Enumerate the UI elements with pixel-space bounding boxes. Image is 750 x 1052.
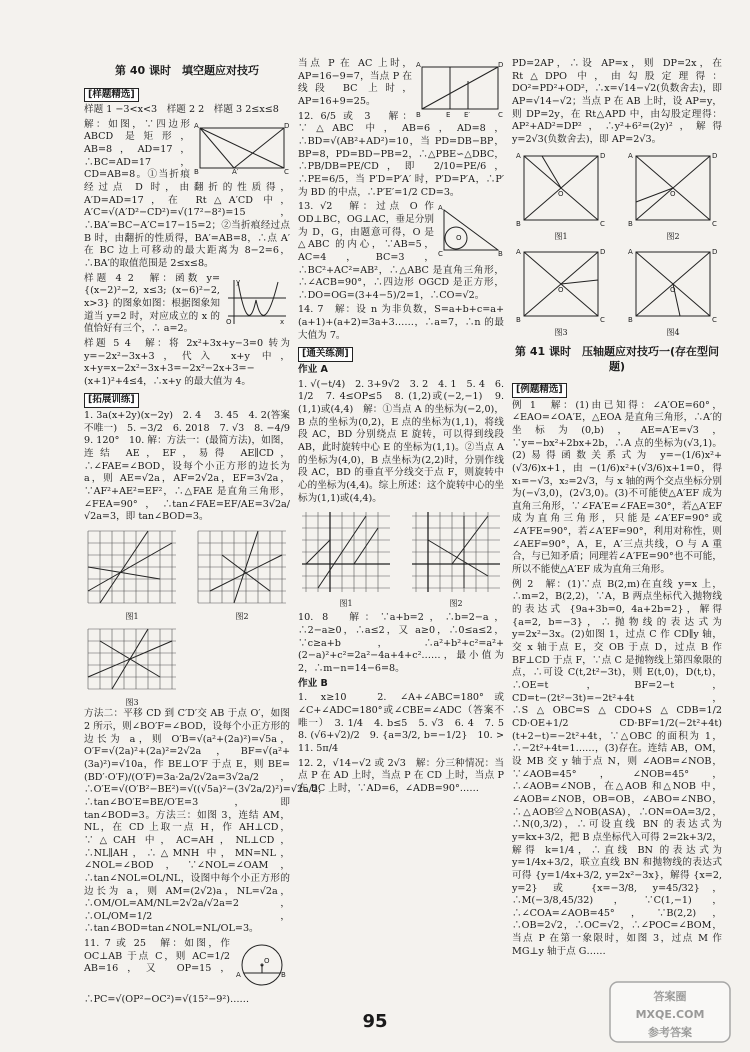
square-figure-3 — [512, 246, 610, 324]
col2-p7: 1. x≥10 2. ∠A+∠ABC=180°或∠C+∠ADC=180°或∠CBE=∠ADC（答案不唯一） 3. 1/4 4. b≤5 5. √3 6. 4 7. 5 8. (√6+√2)/2 9. {a=3/2, b=−1/2} 10. > 11. 5π/4 — [298, 692, 514, 754]
lesson-title-41: 第 41 课时 压轴题应对技巧一(存在型问题) — [515, 345, 719, 373]
incircle-figure — [438, 204, 504, 259]
col2-p3: 13. √2 解：过点 O 作 OD⊥BC，OG⊥AC，垂足分别为 D，G，由题意可得，O 是△ABC 的内心，∵AB=5，AC=4，BC=3，∴BC²+AC²=AB²，∴△ABC 是直角三角形，∴∠ACB=90°，∴四边形 OGCD 是正方形，∴DO=OG=(3+4−5)/2=1，∴CO=√2。 — [298, 201, 504, 301]
extension-10-methods: 方法二：平移 CD 到 C′D′交 AB 于点 O′，如图 2 所示，则∠BO′F=∠BOD，设每个小正方形的边长为 a，则 O′B=√(a²+(2a)²)=√5a，O′F=√(2a)²+(2a)²=2√2a，BF=√(a²+(3a)²)=√10a，作 BE⊥O′F 于点 E，则 BE=(BD′·O′F)/(O′F)=3a·2a/2√2a=3√2a/2，∴O′E=√(O′B²−BE²)=√((√5a)²−(3√2a/2)²)=√2a/2，∴tan∠BO′E=BE/O′E=3，即 tan∠BOD=3。方法三：如图 3，连结 AM，NL，在 CD 上取一点 H，作 AH⊥CD，∵△CAH 中，AC=AH，NL⊥CD，∴NL∥AH，∴△MNH 中，MN=NL，∠NOL=∠BOD，∵∠NOL=∠OAM，∴tan∠NOL=OL/NL，设图中每个小正方形的边长为 a，则 AM=(2√2)a，NL=√2a，∴OM/OL=AM/NL=2√2a/√2a=2，∴OL/OM=1/2，∴tan∠BOD=tan∠NOL=NL/OL=3。 — [84, 708, 328, 935]
example-answers: 样题 1 −3<x<3 样题 2 2 样题 3 2≤x≤8 — [84, 104, 279, 116]
svg-text:O: O — [670, 189, 676, 198]
watermark-logo — [608, 980, 732, 1044]
extension-answers: 1. 3a(x+2y)(x−2y) 2. 4 3. 45 4. 2(答案不唯一) 5. −3/2 6. 2018 7. √3 8. −4/9 9. 120° 10. 解：方法一：(最简方法)，如图，连结 AE，EF，易得 AE∥CD，∴∠FAE=∠BOD，设每个小正方形的边长为 a，则 AE=√2a，AF=2√2a，EF=3√2a，∵AF²+AE²=EF²，∴△FAE 是直角三角形，∠FEA=90°，∴tan∠FAE=EF/AE=3√2a/√2a=3，即 tan∠BOD=3。 — [84, 410, 300, 523]
svg-text:y: y — [236, 277, 241, 286]
svg-text:O: O — [264, 957, 270, 966]
grid-figure-2 — [194, 527, 290, 607]
section-example-2: [例题精选] — [512, 383, 567, 398]
watermark-line2: MXQE.COM — [635, 1008, 705, 1021]
extension-11-solution: 11. 7 或 25 解：如图，作 OC⊥AB 于点 C，则 AC=1/2 AB=16，又 OP=15，∴PC=√(OP²−OC²)=√(15²−9²)…… — [84, 938, 250, 1006]
svg-text:A′: A′ — [232, 167, 239, 176]
watermark-line3: 参考答案 — [648, 1026, 692, 1039]
svg-text:O: O — [456, 234, 462, 243]
caption-fig3: 图3 — [125, 697, 139, 707]
svg-text:A: A — [194, 121, 199, 130]
svg-text:O: O — [226, 317, 232, 326]
svg-text:C: C — [600, 315, 605, 324]
homework-b-title: 作业 B — [298, 677, 328, 689]
svg-text:x: x — [280, 317, 285, 326]
caption-col3-fig2: 图2 — [666, 232, 680, 242]
col3-p1: PD=2AP，∴设 AP=x，则 DP=2x，在 Rt△DPO 中，由勾股定理得：DO²=PD²+OD²，∴x=√14−√2(负数舍去)，即 AP=√14−√2；当点 P 在 AB 上时，设 AP=y，则 DP=2y，在 Rt△APD 中，由勾股定理得：AP²+AD²=DP²，∴y²+6²=(2y)²，解得 y=2√3(负数舍去)，即 AP=2√3。 — [512, 58, 722, 145]
homework-a-title: 作业 A — [298, 363, 328, 375]
function-graph-figure — [224, 276, 290, 328]
col2-p1: 当点 P 在 AC 上时，AP=16−9=7，当点 P 在线段 BC 上时，AP=16+9=25。 — [298, 58, 412, 107]
col2-p2: 12. 6/5 或 3 解：∵△ABC 中，AB=6，AD=8，∴BD=√(AB²+AD²)=10，当 PD=DB−BP，BP=8，PD=BD−PB=2，∴△PBE∽△DBC，∴PB/DB=PE/CD，即 2/10=PE/6，∴PE=6/5，当 P′D=P′A′ 时，P′D=P′A，∴P′为 BD 的中点，∴P′E′=1/2 CD=3。 — [298, 110, 504, 198]
svg-text:D: D — [498, 61, 504, 69]
svg-text:A: A — [438, 204, 443, 213]
coord-figures-row — [298, 508, 504, 609]
square-figures-row-2 — [512, 246, 722, 339]
svg-text:E: E — [446, 111, 451, 119]
rectangle-point-figure — [416, 61, 504, 119]
square-figure-1 — [512, 150, 610, 228]
caption-col2-fig1: 图1 — [339, 598, 353, 608]
svg-text:A: A — [236, 971, 241, 980]
caption-col2-fig2: 图2 — [449, 598, 463, 608]
square-figure-2 — [624, 150, 722, 228]
svg-text:D: D — [600, 247, 606, 256]
watermark-line1: 答案圈 — [653, 990, 687, 1003]
caption-col3-fig4: 图4 — [666, 328, 680, 338]
caption-col3-fig1: 图1 — [554, 232, 568, 242]
svg-text:B: B — [628, 315, 633, 324]
lesson-title-40: 第 40 课时 填空题应对技巧 — [115, 64, 259, 77]
caption-fig2: 图2 — [235, 611, 249, 621]
section-example: [样题精选] — [84, 88, 139, 103]
square-figure-4 — [624, 246, 722, 324]
svg-text:C: C — [600, 219, 605, 228]
grid-figure-3 — [84, 625, 180, 693]
col2-p4: 14. 7 解：设 n 为非负数，S=a+b+c=a+(a+1)+(a+2)=3a+3……，∴a=7，∴n 的最大值为 7。 — [298, 304, 504, 341]
col3-p3: 例 2 解：(1)∵点 B(2,m)在直线 y=x 上，∴m=2，B(2,2)，∵A，B 两点坐标代入抛物线的表达式 {9a+3b=0, 4a+2b=2}，解得 {a=2, b=−3}，∴抛物线的表达式为 y=2x²−3x。(2)如图 1，过点 C 作 CD∥y 轴，交 x 轴于点 E，交 OB 于点 D，过点 B 作 BF⊥CD 于点 F，∵点 C 是抛物线上第四象限的点，∴可设 C(t,2t²−3t)，则 E(t,0)，D(t,t)，∴OE=t，BF=2−t，CD=t−(2t²−3t)=−2t²+4t，∴S△OBC=S△CDO+S△CDB=1/2 CD·OE+1/2 CD·BF=1/2(−2t²+4t)(t+2−t)=−2t²+4t，∵△OBC 的面积为 1，∴−2t²+4t=1……，(3)存在。连结 AB，OM，设 MB 交 y 轴于点 N，则 ∠AOB=∠NOB，∵∠AOB=45°，∠NOB=45°，∴∠AOB=∠NOB，在△AOB 和△NOB 中，∠AOB=∠NOB，OB=OB，∠ABO=∠NBO，∴△AOB≌△NOB(ASA)，∴ON=OA=3/2，∴N(0,3/2)，∴可设直线 BN 的表达式为 y=kx+3/2，把 B 点坐标代入可得 2=2k+3/2，解得 k=1/4，∴直线 BN 的表达式为 y=1/4x+3/2，联立直线 BN 和抛物线的表达式可得 {y=1/4x+3/2, y=2x²−3x}，解得 {x=2, y=2} 或 {x=−3/8, y=45/32}，∴M(−3/8,45/32)，∵C(1,−1)，∴∠COA=∠AOB=45°，∵B(2,2)，∴OB=2√2，∴OC=√2，∴∠POC=∠BOM，当点 P 在第一象限时，如图 3，过点 M 作 MG⊥y 轴于点 G…… — [512, 578, 722, 957]
example-4-solution: 样题 4 2 解：函数 y={(x−2)²−2, x≤3; (x−6)²−2, x>3} 的图象如图：根据图象知道当 y=2 时，对应成立的 x 的值恰好有三个，∴ a=2。 — [84, 272, 220, 335]
grid-figures-row-1 — [84, 527, 290, 622]
coord-figure-2 — [408, 508, 504, 594]
coord-figure-1 — [298, 508, 394, 594]
svg-text:D: D — [284, 121, 290, 130]
svg-text:A: A — [416, 61, 421, 69]
example-1-solution: 解：如图，∵四边形 ABCD 是矩形，AB=8，AD=17，∴BC=AD=17，CD=AB=8。①当折痕经过点 D 时，由翻折的性质得，A′D=AD=17，在 Rt△A′CD 中，A′C=√(A′D²−CD²)=√(17²−8²)=15，∴BA′=BC−A′C=17−15=2；②当折痕经过点 B 时，由翻折的性质得，BA′=AB=8，∴点 A′在 BC 边上可移动的最大距离为 8−2=6，∴BA′的取值范围是 2≤x≤8。 — [84, 118, 290, 269]
svg-text:O: O — [670, 285, 676, 294]
svg-text:O: O — [558, 285, 564, 294]
example-5-solution: 样题 5 4 解：将 2x²+3x+y−3=0 转为 y=−2x²−3x+3，代入 x+y 中，x+y=x−2x²−3x+3=−2x²−2x+3=−(x+1)²+4≤4，∴x+y 的最大值为 4。 — [84, 337, 290, 387]
column-2 — [298, 58, 514, 994]
svg-text:C: C — [712, 219, 717, 228]
svg-text:A: A — [516, 151, 521, 160]
svg-text:O: O — [558, 189, 564, 198]
svg-text:C: C — [438, 250, 443, 259]
svg-text:B: B — [281, 971, 286, 980]
svg-text:B: B — [416, 111, 421, 119]
col2-p5: 1. √(−t/4) 2. 3+9√2 3. 2 4. 1 5. 4 6. 1/2 7. 4≤OP≤5 8. (1,2)或(−2,−1) 9. (1,1)或(4,4) 解：①当点 A 的坐标为(−2,0)，B 点的坐标为(0,2)，E 点的坐标为(1,1)，将线段 AC，BD 分别绕点 E 旋转，可以得到线段 AB，此时旋转中心 E 的坐标为(1,1)。②当点 A 的坐标为(4,0)，B 点坐标为(2,2)时，分别作线段 AC，BD 的垂直平分线交于点 F，则旋转中心的坐标为(4,4)。综上所述：这个旋转中心的坐标为(1,1)或(4,4)。 — [298, 378, 504, 504]
svg-text:B: B — [194, 167, 199, 176]
svg-text:C: C — [284, 167, 289, 176]
svg-text:A: A — [628, 247, 633, 256]
svg-text:B: B — [498, 250, 503, 259]
svg-text:B: B — [516, 315, 521, 324]
column-3 — [512, 58, 722, 994]
circle-chord-figure — [234, 941, 290, 991]
svg-text:B: B — [516, 219, 521, 228]
svg-text:D: D — [712, 247, 718, 256]
svg-text:D: D — [600, 151, 606, 160]
svg-text:E′: E′ — [464, 111, 471, 119]
grid-figure-3-wrap — [84, 625, 180, 708]
rectangle-fold-figure — [194, 122, 290, 174]
svg-text:B: B — [628, 219, 633, 228]
caption-fig1: 图1 — [125, 611, 139, 621]
section-practice: [通关练测] — [298, 347, 353, 362]
svg-text:C: C — [498, 111, 503, 119]
svg-text:C: C — [712, 315, 717, 324]
page-number: 95 — [362, 1011, 388, 1033]
svg-text:A: A — [516, 247, 521, 256]
col2-p8: 12. 2，√14−√2 或 2√3 解：分三种情况：当点 P 在 AD 上时，当点 P 在 CD 上时，当点 P 在 BC 上时，∵AD=6，∠ADB=90°…… — [298, 757, 504, 794]
square-figures-row-1 — [512, 150, 722, 243]
grid-figure-1 — [84, 527, 180, 607]
svg-text:D: D — [712, 151, 718, 160]
svg-text:A: A — [628, 151, 633, 160]
col2-p6: 10. 8 解：∵a+b=2，∴b=2−a，∴2−a≥0，∴a≤2，又 a≥0，∴0≤a≤2，∵c≥a+b，∴a²+b²+c²=a²+(2−a)²+c²=2a²−4a+4+c²……，最小值为 2，∴m−n=14−6=8。 — [298, 612, 504, 675]
section-extension: [拓展训练] — [84, 393, 139, 408]
caption-col3-fig3: 图3 — [554, 328, 568, 338]
col3-p2: 例 1 解：(1)由已知得：∠A′OE=60°，∠EAO=∠OA′E，△EOA 是直角三角形，∴A′的坐标为(0,b)，AE=A′E=√3，∵y=−bx²+2bx+2b，∴A 点的坐标为(√3,1)。(2)易得函数关系式为 y=−(1/6)x²+(√3/6)x+1，由 −(1/6)x²+(√3/6)x+1=0，得 x₁=−√3，x₂=2√3，与 x 轴的两个交点坐标分别为(−√3,0)，(2√3,0)。(3)不可能使△A′EF 成为直角三角形，∵∠FA′E=∠FAE=30°，若△A′EF 成为直角三角形，只能是∠A′EF=90°或∠A′FE=90°，若∠A′EF=90°，利用对称性，则∠AEF=90°，A，E，A′三点共线，O 与 A 重合，与已知矛盾；同理若∠A′FE=90°也不可能，所以不能使△A′EF 成为直角三角形。 — [512, 399, 722, 576]
